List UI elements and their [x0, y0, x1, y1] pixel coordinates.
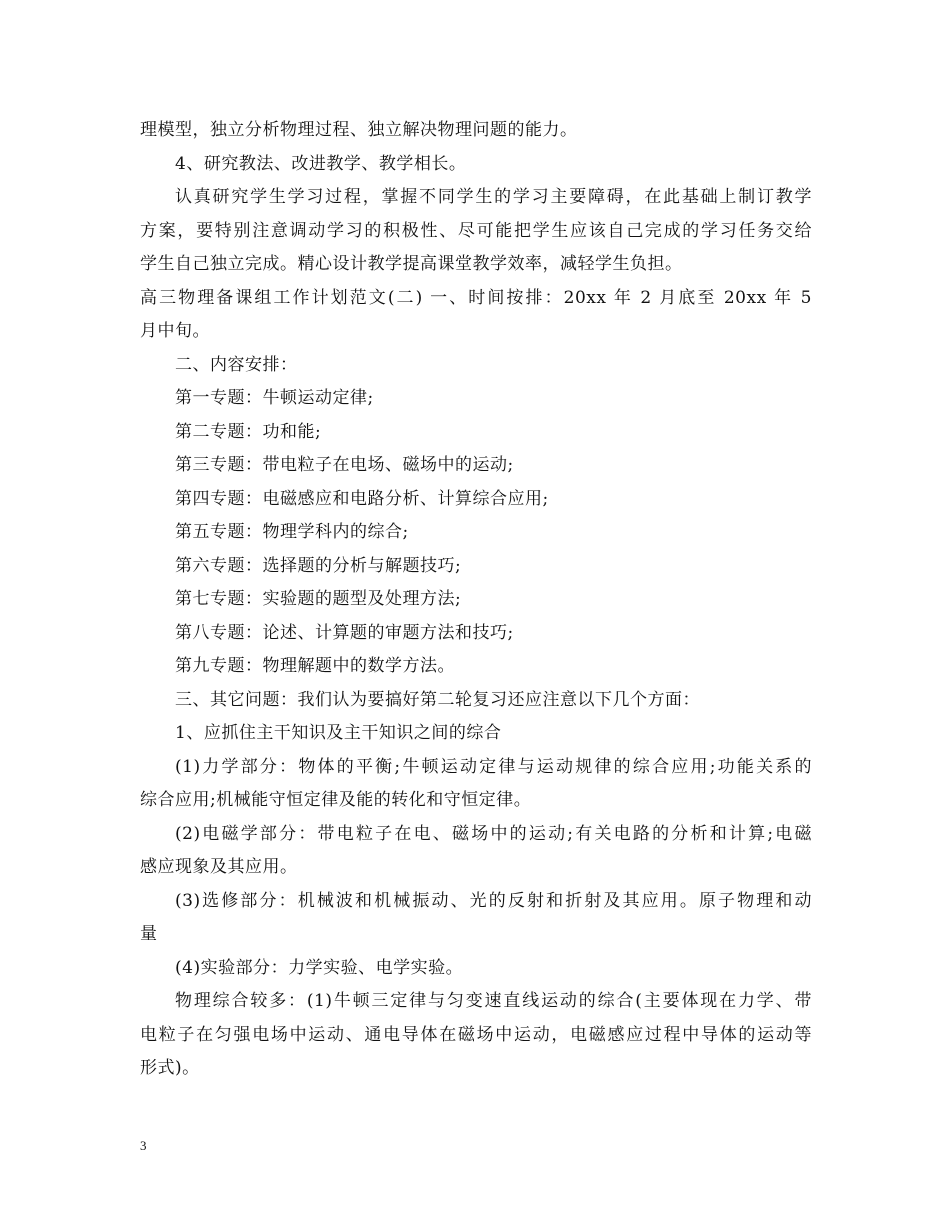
page-number: 3 [140, 1138, 147, 1153]
text-line: 综合应用;机械能守恒定律及能的转化和守恒定律。 [140, 790, 532, 810]
topic-item: 第七专题：实验题的题型及处理方法; [175, 589, 462, 609]
text-line: 电粒子在匀强电场中运动、通电导体在磁场中运动，电磁感应过程中导体的运动等 [140, 1024, 812, 1045]
text-line: 二、内容安排： [175, 354, 298, 375]
text-line: 月中旬。 [140, 321, 210, 341]
topic-item: 第九专题：物理解题中的数学方法。 [175, 656, 455, 676]
text-line: 1、应抓住主干知识及主干知识之间的综合 [175, 723, 502, 743]
text-line: 4、研究教法、改进教学、教学相长。 [175, 153, 467, 174]
text-line: (2)电磁学部分：带电粒子在电、磁场中的运动;有关电路的分析和计算;电磁 [175, 823, 812, 844]
text-line: 感应现象及其应用。 [140, 857, 298, 877]
section-heading-line: 高三物理备课组工作计划范文(二) 一、时间按排：20xx 年 2 月底至 20xx 年 5 [140, 287, 812, 308]
document-body [140, 114, 812, 1086]
topic-item: 第二专题：功和能; [175, 421, 322, 442]
text-line: 理模型，独立分析物理过程、独立解决物理问题的能力。 [140, 120, 578, 140]
text-line: 三、其它问题：我们认为要搞好第二轮复习还应注意以下几个方面： [175, 689, 700, 710]
topic-item: 第五专题：物理学科内的综合; [175, 522, 409, 542]
topic-item: 第四专题：电磁感应和电路分析、计算综合应用; [175, 488, 549, 509]
text-line: 方案，要特别注意调动学习的积极性、尽可能把学生应该自己完成的学习任务交给 [140, 220, 812, 241]
topic-item: 第一专题：牛顿运动定律; [175, 388, 374, 408]
topic-item: 第八专题：论述、计算题的审题方法和技巧; [175, 622, 514, 643]
text-line: (4)实验部分：力学实验、电学实验。 [175, 957, 464, 978]
text-line: 形式)。 [140, 1058, 200, 1078]
topic-item: 第三专题：带电粒子在电场、磁场中的运动; [175, 455, 514, 475]
text-line: (1)力学部分：物体的平衡;牛顿运动定律与运动规律的综合应用;功能关系的 [175, 756, 812, 777]
topic-item: 第六专题：选择题的分析与解题技巧; [175, 555, 462, 576]
text-line: (3)选修部分：机械波和机械振动、光的反射和折射及其应用。原子物理和动 [175, 890, 812, 911]
text-line: 物理综合较多：(1)牛顿三定律与匀变速直线运动的综合(主要体现在力学、带 [175, 991, 812, 1011]
text-line: 认真研究学生学习过程，掌握不同学生的学习主要障碍，在此基础上制订教学 [175, 187, 812, 207]
text-line: 学生自己独立完成。精心设计教学提高课堂教学效率，减轻学生负担。 [140, 254, 683, 274]
text-line: 量 [140, 924, 158, 944]
